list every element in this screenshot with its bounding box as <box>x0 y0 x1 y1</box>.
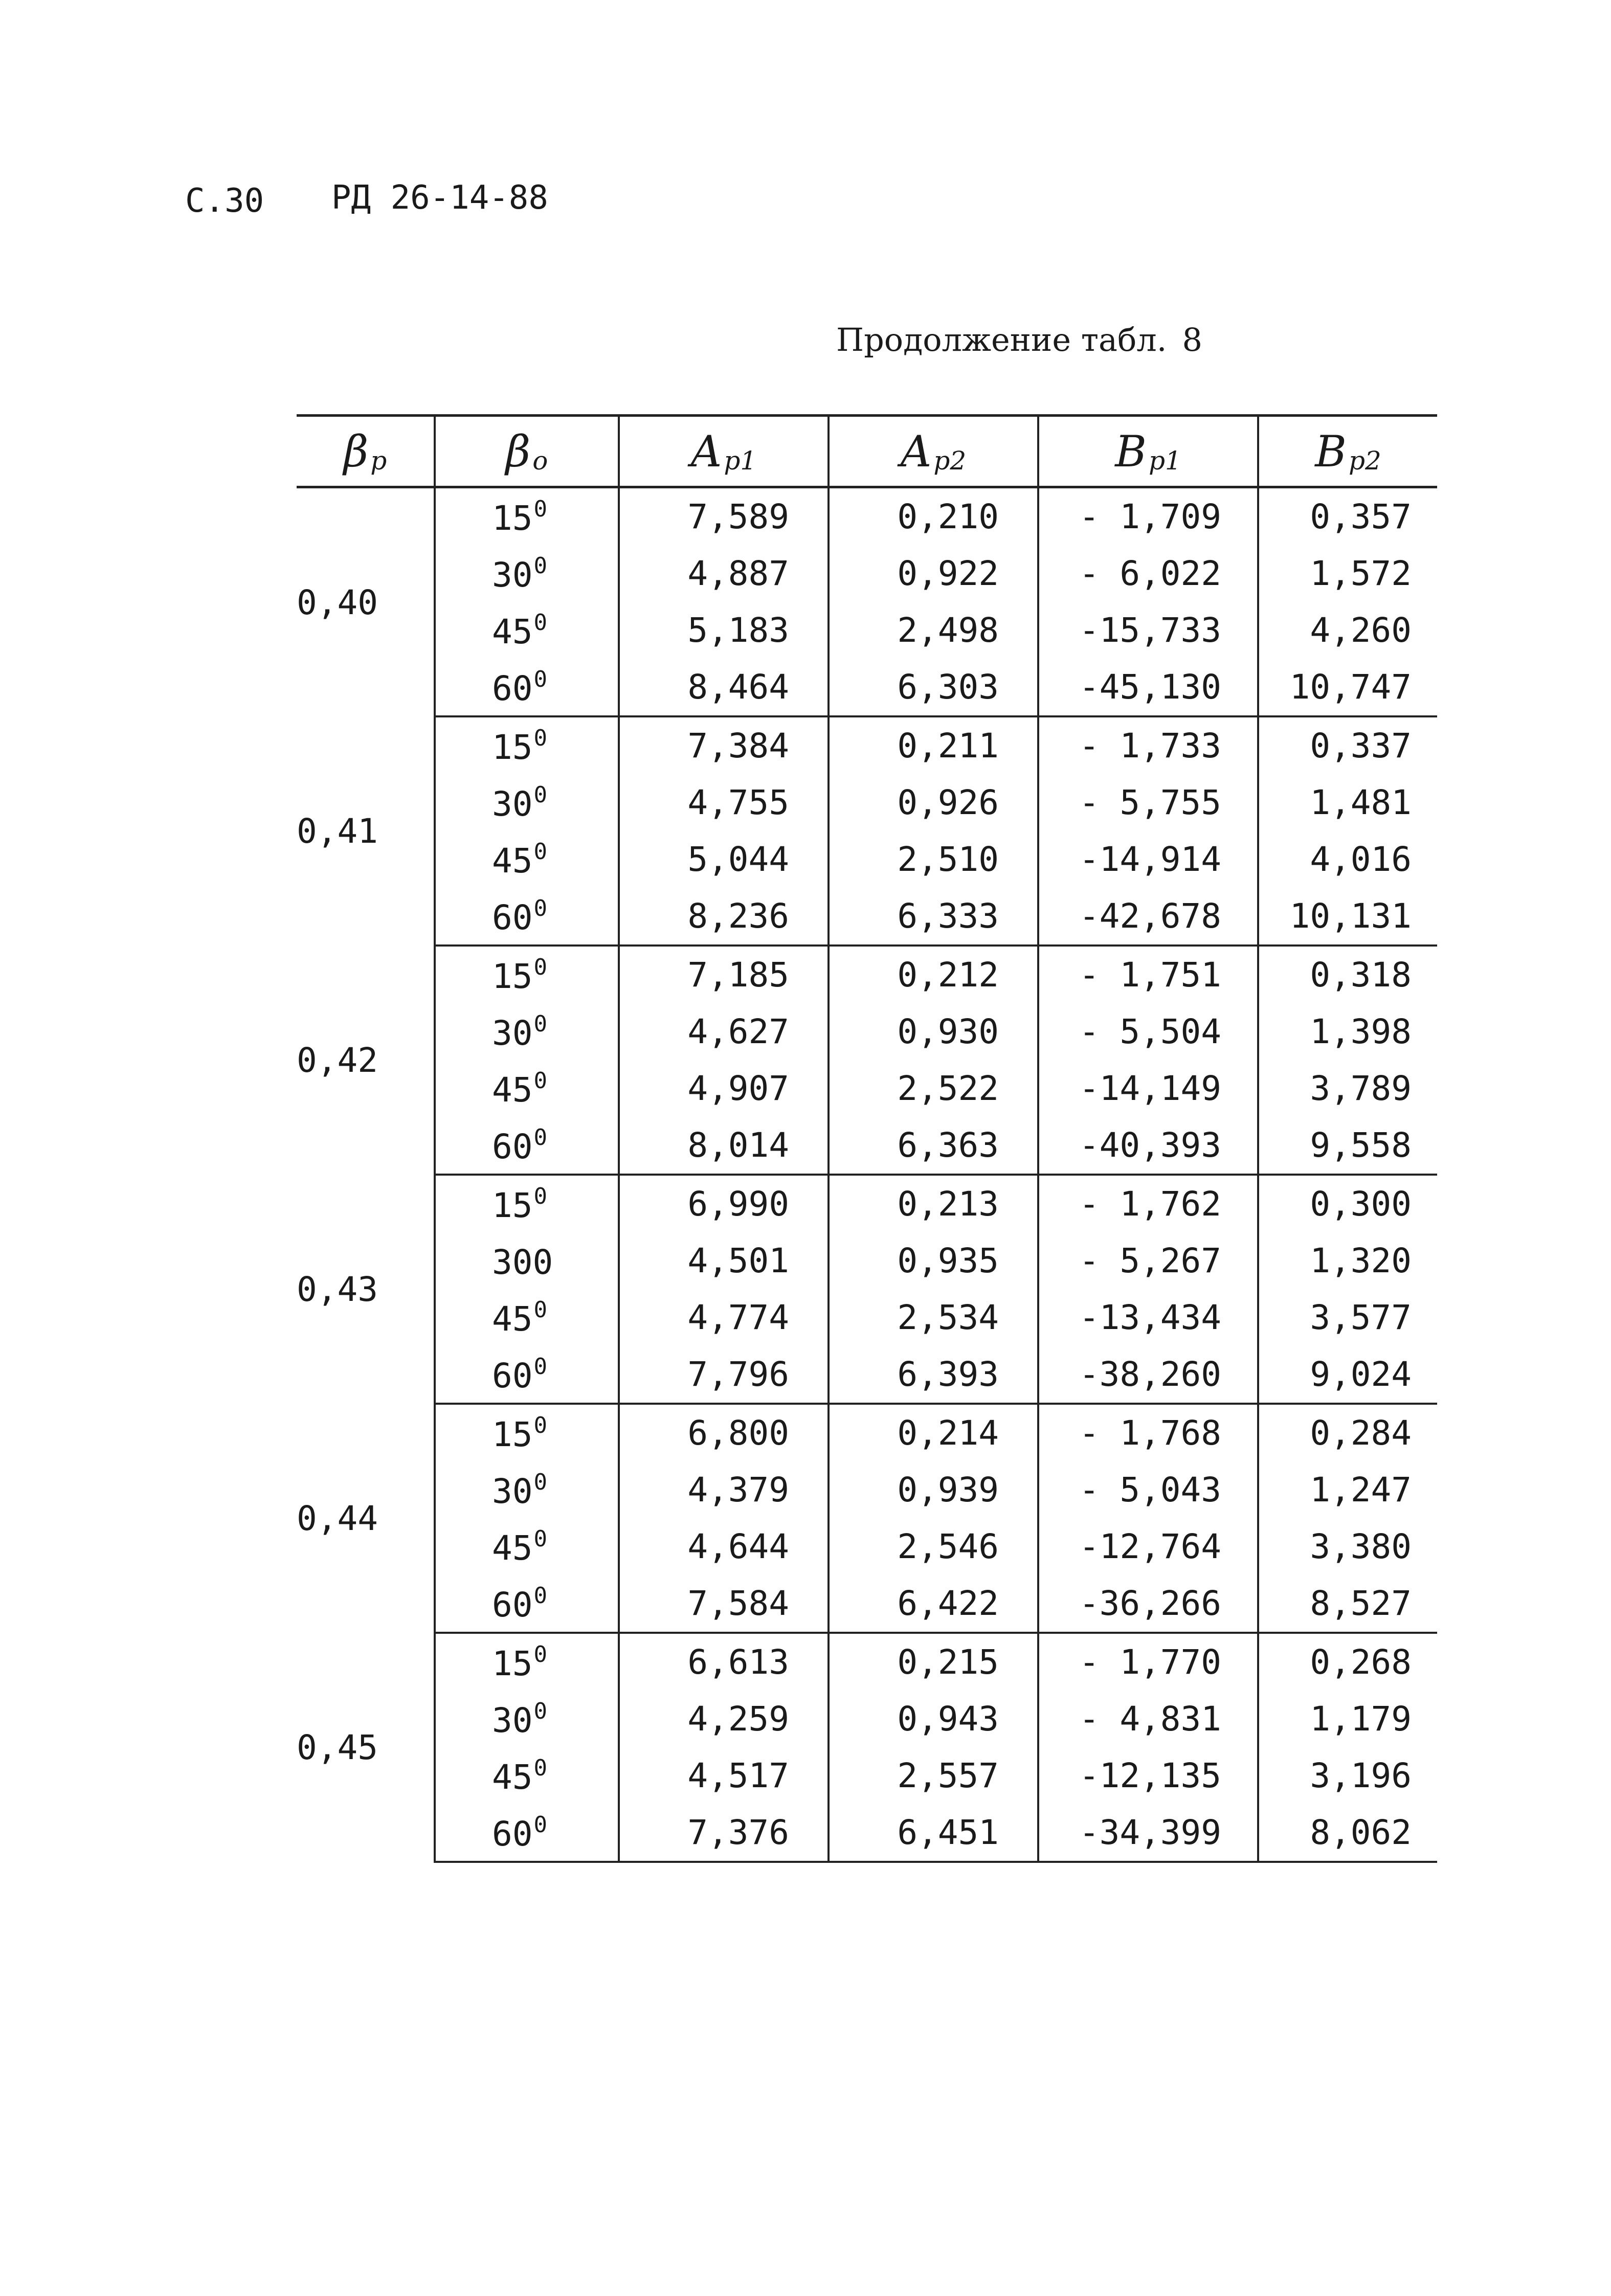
table-body <box>297 487 1437 1862</box>
bp1-value: - 1,762 <box>1038 1175 1258 1232</box>
degree-mark: 0 <box>533 1124 547 1151</box>
ap2-value: 2,510 <box>829 831 1038 888</box>
ap1-value: 8,464 <box>619 659 829 716</box>
ap2-value: 0,930 <box>829 1003 1038 1060</box>
bp1-value: - 6,022 <box>1038 545 1258 602</box>
degree-mark: 0 <box>533 1010 547 1037</box>
degree-mark: 0 <box>533 496 547 522</box>
bp1-value: - 1,751 <box>1038 946 1258 1003</box>
bp1-value: -34,399 <box>1038 1804 1258 1862</box>
bp1-value: - 1,770 <box>1038 1633 1258 1691</box>
table-row <box>297 1232 1437 1289</box>
beta-0-cell <box>435 545 619 602</box>
ap1-value: 4,887 <box>619 545 829 602</box>
beta-0-cell <box>435 1175 619 1232</box>
bp2-value: 10,131 <box>1258 888 1437 946</box>
degree-mark: 0 <box>533 954 547 980</box>
bp2-value: 3,577 <box>1258 1289 1437 1346</box>
table-caption-text: Продолжение табл. <box>836 321 1167 358</box>
ap1-value: 7,185 <box>619 946 829 1003</box>
bp2-value: 9,024 <box>1258 1346 1437 1404</box>
table-row <box>297 659 1437 716</box>
beta-0-value: 60 <box>492 1356 533 1395</box>
beta-0-cell <box>435 1633 619 1691</box>
ap1-value: 7,589 <box>619 487 829 546</box>
ap1-value: 6,613 <box>619 1633 829 1691</box>
degree-mark: 0 <box>533 1754 547 1781</box>
document-code: РД 26-14-88 <box>331 179 548 217</box>
table-row <box>297 1691 1437 1747</box>
table-row <box>297 888 1437 946</box>
degree-mark: 0 <box>533 609 547 636</box>
ap2-value: 6,393 <box>829 1346 1038 1404</box>
degree-mark: 0 <box>533 725 547 751</box>
beta-0-cell <box>435 1691 619 1747</box>
col-header-bp2: $B_{p2}$ <box>1258 416 1437 487</box>
degree-mark: 0 <box>533 666 547 692</box>
beta-p-value: 0,45 <box>297 1727 378 1767</box>
bp2-value: 10,747 <box>1258 659 1437 716</box>
beta-0-cell <box>435 946 619 1003</box>
table-row <box>297 774 1437 831</box>
degree-mark: 0 <box>533 1183 547 1209</box>
beta-0-cell <box>435 1346 619 1404</box>
ap2-value: 0,210 <box>829 487 1038 546</box>
beta-0-value: 60 <box>492 1814 533 1854</box>
bp2-value: 1,179 <box>1258 1691 1437 1747</box>
beta-0-cell <box>435 1232 619 1289</box>
degree-mark: 0 <box>533 1296 547 1323</box>
beta-p-value: 0,41 <box>297 811 378 851</box>
beta-0-cell <box>435 1747 619 1804</box>
bp1-value: -38,260 <box>1038 1346 1258 1404</box>
beta-0-value: 60 <box>492 668 533 708</box>
beta-0-cell <box>435 1404 619 1461</box>
table-row <box>297 716 1437 774</box>
ap2-value: 0,935 <box>829 1232 1038 1289</box>
bp2-value: 0,284 <box>1258 1404 1437 1461</box>
table-row <box>297 831 1437 888</box>
beta-0-cell <box>435 1289 619 1346</box>
beta-p-value: 0,44 <box>297 1498 378 1538</box>
degree-mark: 0 <box>533 1698 547 1724</box>
ap1-value: 8,236 <box>619 888 829 946</box>
ap2-value: 2,557 <box>829 1747 1038 1804</box>
ap2-value: 2,498 <box>829 602 1038 659</box>
table-row <box>297 602 1437 659</box>
beta-0-value: 45 <box>492 1757 533 1797</box>
beta-0-cell <box>435 1060 619 1117</box>
bp2-value: 1,481 <box>1258 774 1437 831</box>
degree-mark: 0 <box>533 838 547 865</box>
ap2-value: 6,303 <box>829 659 1038 716</box>
beta-0-cell <box>435 487 619 546</box>
bp1-value: - 1,733 <box>1038 716 1258 774</box>
bp2-value: 0,268 <box>1258 1633 1437 1691</box>
ap2-value: 2,522 <box>829 1060 1038 1117</box>
ap1-value: 8,014 <box>619 1117 829 1175</box>
table-row <box>297 1518 1437 1575</box>
ap1-value: 7,796 <box>619 1346 829 1404</box>
beta-0-value: 60 <box>492 897 533 937</box>
bp1-value: -14,149 <box>1038 1060 1258 1117</box>
beta-0-cell <box>435 1461 619 1518</box>
ap1-value: 4,774 <box>619 1289 829 1346</box>
bp2-value: 8,062 <box>1258 1804 1437 1862</box>
bp2-value: 1,247 <box>1258 1461 1437 1518</box>
beta-0-value: 60 <box>492 1585 533 1625</box>
degree-mark: 0 <box>533 1525 547 1552</box>
bp2-value: 4,016 <box>1258 831 1437 888</box>
table-row <box>297 1060 1437 1117</box>
bp2-value: 1,320 <box>1258 1232 1437 1289</box>
table-header-row <box>297 416 1437 487</box>
degree-mark: 0 <box>533 1412 547 1438</box>
beta-0-cell <box>435 1003 619 1060</box>
degree-mark: 0 <box>533 1353 547 1380</box>
col-header-b0: $\beta_o$ <box>435 416 619 487</box>
ap1-value: 4,379 <box>619 1461 829 1518</box>
table-row <box>297 1575 1437 1633</box>
bp2-value: 0,357 <box>1258 487 1437 546</box>
beta-0-value: 45 <box>492 1528 533 1568</box>
table-row <box>297 1346 1437 1404</box>
beta-0-value: 300 <box>492 1242 553 1282</box>
bp1-value: - 5,043 <box>1038 1461 1258 1518</box>
bp2-value: 1,572 <box>1258 545 1437 602</box>
bp2-value: 0,300 <box>1258 1175 1437 1232</box>
bp1-value: -12,135 <box>1038 1747 1258 1804</box>
bp1-value: - 5,504 <box>1038 1003 1258 1060</box>
bp1-value: -36,266 <box>1038 1575 1258 1633</box>
col-header-bp: $\beta_p$ <box>297 416 435 487</box>
beta-0-value: 15 <box>492 1185 533 1225</box>
table-row <box>297 1117 1437 1175</box>
ap1-value: 4,907 <box>619 1060 829 1117</box>
beta-0-cell <box>435 1575 619 1633</box>
beta-0-value: 45 <box>492 612 533 651</box>
beta-0-value: 60 <box>492 1127 533 1166</box>
degree-mark: 0 <box>533 1811 547 1838</box>
ap2-value: 0,939 <box>829 1461 1038 1518</box>
ap1-value: 7,384 <box>619 716 829 774</box>
table-row <box>297 1404 1437 1461</box>
table-number: 8 <box>1182 321 1202 358</box>
ap2-value: 0,213 <box>829 1175 1038 1232</box>
beta-0-value: 30 <box>492 555 533 595</box>
table-row <box>297 946 1437 1003</box>
table-row <box>297 1747 1437 1804</box>
ap1-value: 6,990 <box>619 1175 829 1232</box>
bp2-value: 0,337 <box>1258 716 1437 774</box>
beta-0-cell <box>435 831 619 888</box>
bp2-value: 3,789 <box>1258 1060 1437 1117</box>
col-header-bp1: $B_{p1}$ <box>1038 416 1258 487</box>
bp1-value: - 4,831 <box>1038 1691 1258 1747</box>
ap1-value: 5,183 <box>619 602 829 659</box>
beta-0-cell <box>435 1117 619 1175</box>
ap1-value: 5,044 <box>619 831 829 888</box>
ap1-value: 4,755 <box>619 774 829 831</box>
bp1-value: -40,393 <box>1038 1117 1258 1175</box>
beta-0-value: 30 <box>492 784 533 824</box>
beta-0-value: 45 <box>492 841 533 881</box>
bp2-value: 9,558 <box>1258 1117 1437 1175</box>
ap1-value: 7,376 <box>619 1804 829 1862</box>
bp1-value: -42,678 <box>1038 888 1258 946</box>
col-header-ap1: $A_{p1}$ <box>619 416 829 487</box>
table-row <box>297 487 1437 546</box>
beta-0-value: 15 <box>492 1644 533 1683</box>
degree-mark: 0 <box>533 552 547 579</box>
beta-0-value: 45 <box>492 1299 533 1339</box>
ap1-value: 4,501 <box>619 1232 829 1289</box>
degree-mark: 0 <box>533 1469 547 1495</box>
ap2-value: 0,214 <box>829 1404 1038 1461</box>
table-row <box>297 1003 1437 1060</box>
beta-0-value: 45 <box>492 1070 533 1110</box>
bp1-value: - 1,709 <box>1038 487 1258 546</box>
ap2-value: 0,943 <box>829 1691 1038 1747</box>
bp1-value: -12,764 <box>1038 1518 1258 1575</box>
table-row <box>297 1633 1437 1691</box>
ap1-value: 4,627 <box>619 1003 829 1060</box>
beta-0-value: 30 <box>492 1700 533 1740</box>
bp1-value: - 5,267 <box>1038 1232 1258 1289</box>
page-number: С.30 <box>185 182 264 220</box>
bp2-value: 4,260 <box>1258 602 1437 659</box>
beta-0-cell <box>435 888 619 946</box>
beta-p-value: 0,43 <box>297 1269 378 1309</box>
beta-p-value: 0,40 <box>297 582 378 622</box>
ap1-value: 4,644 <box>619 1518 829 1575</box>
bp1-value: - 1,768 <box>1038 1404 1258 1461</box>
beta-0-value: 30 <box>492 1471 533 1511</box>
ap2-value: 0,212 <box>829 946 1038 1003</box>
ap1-value: 4,517 <box>619 1747 829 1804</box>
beta-0-value: 15 <box>492 727 533 767</box>
bp2-value: 0,318 <box>1258 946 1437 1003</box>
beta-0-value: 15 <box>492 956 533 996</box>
ap2-value: 2,534 <box>829 1289 1038 1346</box>
table-row <box>297 545 1437 602</box>
bp1-value: -15,733 <box>1038 602 1258 659</box>
degree-mark: 0 <box>533 781 547 808</box>
beta-0-value: 15 <box>492 498 533 538</box>
ap2-value: 0,922 <box>829 545 1038 602</box>
ap2-value: 0,215 <box>829 1633 1038 1691</box>
ap1-value: 7,584 <box>619 1575 829 1633</box>
ap2-value: 2,546 <box>829 1518 1038 1575</box>
bp2-value: 1,398 <box>1258 1003 1437 1060</box>
bp1-value: -14,914 <box>1038 831 1258 888</box>
table-row <box>297 1289 1437 1346</box>
bp2-value: 8,527 <box>1258 1575 1437 1633</box>
degree-mark: 0 <box>533 1641 547 1668</box>
bp1-value: -13,434 <box>1038 1289 1258 1346</box>
beta-0-cell <box>435 716 619 774</box>
table-row <box>297 1804 1437 1862</box>
beta-0-value: 30 <box>492 1013 533 1053</box>
ap1-value: 6,800 <box>619 1404 829 1461</box>
bp1-value: - 5,755 <box>1038 774 1258 831</box>
table-row <box>297 1175 1437 1232</box>
ap2-value: 0,211 <box>829 716 1038 774</box>
col-header-ap2: $A_{p2}$ <box>829 416 1038 487</box>
degree-mark: 0 <box>533 1067 547 1094</box>
bp2-value: 3,380 <box>1258 1518 1437 1575</box>
beta-0-cell <box>435 602 619 659</box>
bp1-value: -45,130 <box>1038 659 1258 716</box>
ap2-value: 6,422 <box>829 1575 1038 1633</box>
bp2-value: 3,196 <box>1258 1747 1437 1804</box>
degree-mark: 0 <box>533 1582 547 1609</box>
beta-0-cell <box>435 659 619 716</box>
ap2-value: 6,451 <box>829 1804 1038 1862</box>
table-row <box>297 1461 1437 1518</box>
ap1-value: 4,259 <box>619 1691 829 1747</box>
beta-p-value: 0,42 <box>297 1040 378 1080</box>
degree-mark: 0 <box>533 895 547 921</box>
beta-0-value: 15 <box>492 1414 533 1454</box>
coefficients-table <box>297 414 1437 1863</box>
beta-0-cell <box>435 774 619 831</box>
ap2-value: 0,926 <box>829 774 1038 831</box>
beta-0-cell <box>435 1518 619 1575</box>
beta-0-cell <box>435 1804 619 1862</box>
ap2-value: 6,333 <box>829 888 1038 946</box>
ap2-value: 6,363 <box>829 1117 1038 1175</box>
table-caption <box>836 321 1202 358</box>
